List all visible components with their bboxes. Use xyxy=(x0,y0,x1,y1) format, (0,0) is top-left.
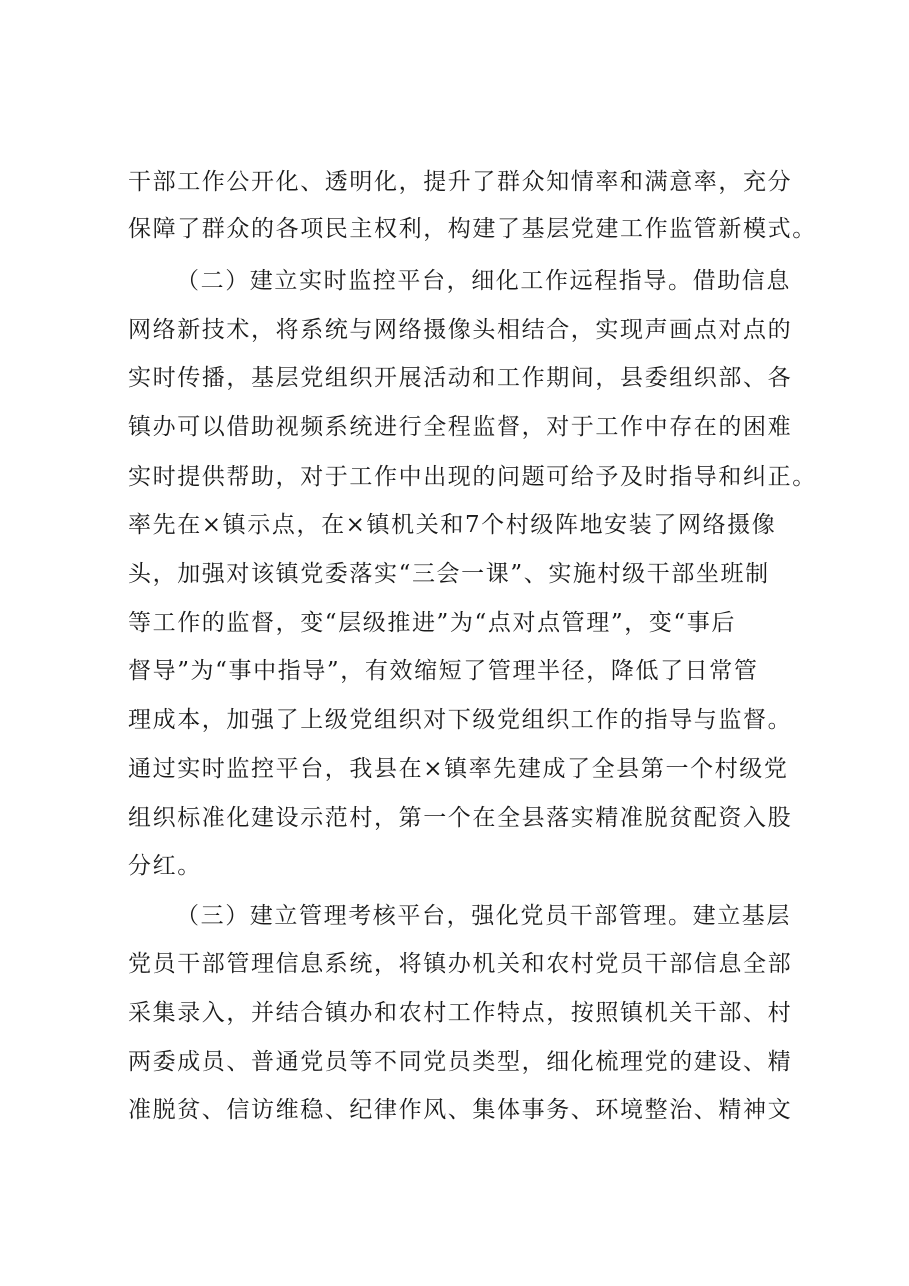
text-line: 分红。 xyxy=(128,853,202,879)
text-line: 镇办可以借助视频系统进行全程监督，对于工作中存在的困难 xyxy=(128,414,793,440)
paragraph-heading-2: （二）建立实时监控平台，细化工作远程指导。借助信息 xyxy=(176,268,791,294)
text-line: 干部工作公开化、透明化，提升了群众知情率和满意率，充分 xyxy=(128,169,793,195)
text-line: 督导”为“事中指导”，有效缩短了管理半径，降低了日常管 xyxy=(128,658,759,684)
text-line: 等工作的监督，变“层级推进”为“点对点管理”，变“事后 xyxy=(128,610,736,636)
text-line: 头，加强对该镇党委落实“三会一课”、实施村级干部坐班制 xyxy=(128,561,770,587)
text-line: 采集录入，并结合镇办和农村工作特点，按照镇机关干部、村 xyxy=(128,1000,793,1026)
text-line: 准脱贫、信访维稳、纪律作风、集体事务、环境整治、精神文 xyxy=(128,1097,793,1123)
paragraph-heading-3: （三）建立管理考核平台，强化党员干部管理。建立基层 xyxy=(176,903,791,929)
text-line: 党员干部管理信息系统，将镇办机关和农村党员干部信息全部 xyxy=(128,951,793,977)
text-line: 组织标准化建设示范村，第一个在全县落实精准脱贫配资入股 xyxy=(128,805,793,831)
text-line: 保障了群众的各项民主权利，构建了基层党建工作监管新模式。 xyxy=(128,216,817,242)
text-line: 两委成员、普通党员等不同党员类型，细化梳理党的建设、精 xyxy=(128,1049,793,1075)
text-line: 通过实时监控平台，我县在×镇率先建成了全县第一个村级党 xyxy=(128,756,789,782)
text-line: 理成本，加强了上级党组织对下级党组织工作的指导与监督。 xyxy=(128,707,793,733)
text-line: 率先在×镇示点，在×镇机关和7个村级阵地安装了网络摄像 xyxy=(128,512,777,538)
text-line: 实时提供帮助，对于工作中出现的问题可给予及时指导和纠正。 xyxy=(128,464,817,490)
text-line: 网络新技术，将系统与网络摄像头相结合，实现声画点对点的 xyxy=(128,317,793,343)
text-line: 实时传播，基层党组织开展活动和工作期间，县委组织部、各 xyxy=(128,365,793,391)
